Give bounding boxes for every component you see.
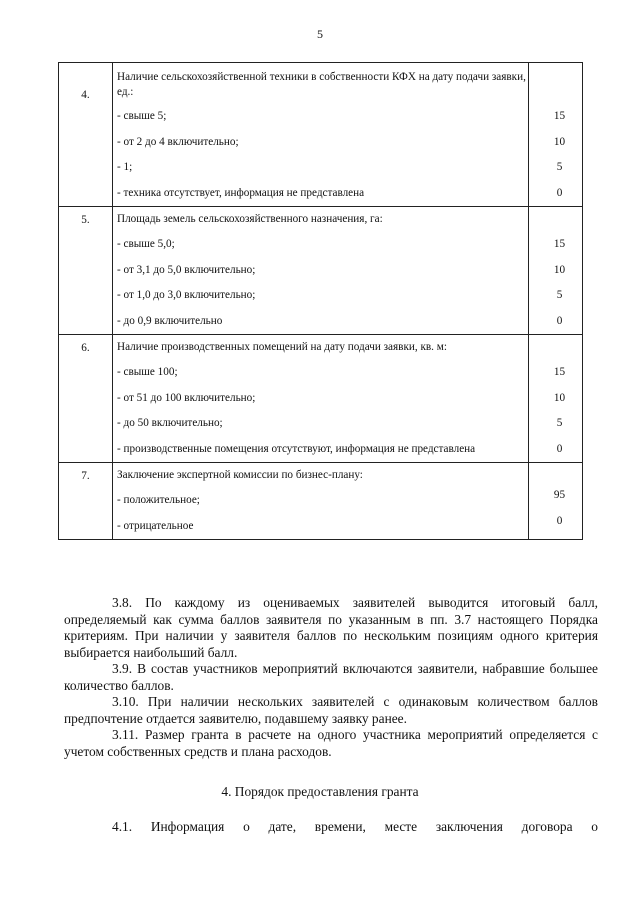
paragraph-3-11: 3.11. Размер гранта в расчете на одного участника мероприятий определяется с учетом собственных средств и плана расходов.	[64, 727, 598, 759]
option-score: 0	[556, 442, 563, 455]
option-label: - от 2 до 4 включительно;	[117, 135, 239, 148]
table-row	[59, 463, 583, 540]
paragraph-3-10: 3.10. При наличии нескольких заявителей с одинаковым количеством баллов предпочтение отдается заявителю, подавшему заявку ранее.	[64, 694, 598, 726]
option-label: - техника отсутствует, информация не представлена	[117, 186, 365, 199]
page-number: 5	[317, 27, 323, 41]
body-text	[64, 595, 598, 760]
score-cell	[529, 207, 583, 335]
option-label: - до 0,9 включительно	[117, 314, 223, 327]
option-score: 10	[553, 135, 566, 148]
row-number-cell	[59, 207, 113, 335]
option-score: 10	[553, 263, 566, 276]
section-title: 4. Порядок предоставления гранта	[221, 784, 419, 799]
option-label: - положительное;	[117, 494, 200, 506]
row-number: 5.	[81, 214, 90, 226]
criterion-heading: Наличие производственных помещений на дату подачи заявки, кв. м:	[117, 341, 447, 353]
score-cell	[529, 63, 583, 207]
option-score: 5	[556, 289, 563, 301]
option-score: 0	[556, 186, 563, 199]
criterion-heading: Наличие сельскохозяйственной техники в собственности КФХ на дату подачи заявки, ед.:	[117, 71, 526, 98]
row-number: 7.	[81, 470, 90, 482]
option-label: - свыше 100;	[117, 366, 178, 378]
option-score: 95	[553, 489, 566, 501]
option-label: - от 3,1 до 5,0 включительно;	[117, 263, 256, 276]
row-number: 6.	[81, 342, 90, 354]
option-label: - от 51 до 100 включительно;	[117, 391, 256, 404]
option-label: - свыше 5,0;	[117, 238, 175, 250]
option-label: - свыше 5;	[117, 110, 167, 122]
option-score: 15	[553, 366, 566, 378]
row-number-cell	[59, 463, 113, 540]
score-cell	[529, 335, 583, 463]
table-row	[59, 335, 583, 463]
option-label: - отрицательное	[117, 519, 194, 532]
option-score: 0	[556, 514, 563, 527]
row-number-cell	[59, 63, 113, 207]
criterion-cell	[113, 207, 529, 335]
criterion-heading: Площадь земель сельскохозяйственного назначения, га:	[117, 213, 383, 225]
row-number-cell	[59, 335, 113, 463]
option-score: 5	[556, 161, 563, 173]
criterion-cell	[113, 463, 529, 540]
row-number: 4.	[81, 89, 90, 101]
option-label: - до 50 включительно;	[117, 417, 223, 429]
table-row	[59, 63, 583, 207]
criterion-heading: Заключение экспертной комиссии по бизнес-плану:	[117, 469, 363, 481]
paragraph-3-8: 3.8. По каждому из оцениваемых заявителей выводится итоговый балл, определяемый как сумма баллов заявителя по указанным в пп. 3.7 настоящего Порядка критериям. При наличии у заявителя баллов по нескольким позициям одного критерия выбирается наибольший балл.	[64, 595, 598, 660]
option-score: 15	[553, 110, 566, 122]
criterion-cell	[113, 63, 529, 207]
score-cell	[529, 463, 583, 540]
table-row	[59, 207, 583, 335]
option-label: - производственные помещения отсутствуют, информация не представлена	[117, 442, 476, 455]
criterion-cell	[113, 335, 529, 463]
option-score: 5	[556, 417, 563, 429]
option-score: 0	[556, 314, 563, 327]
criteria-table	[58, 62, 583, 540]
option-label: - 1;	[117, 161, 133, 173]
paragraph-3-9: 3.9. В состав участников мероприятий включаются заявители, набравшие большее количество баллов.	[64, 661, 598, 693]
option-score: 15	[553, 238, 566, 250]
option-label: - от 1,0 до 3,0 включительно;	[117, 289, 256, 301]
option-score: 10	[553, 391, 566, 404]
paragraph-4-1: 4.1. Информация о дате, времени, месте заключения договора о	[112, 819, 598, 834]
